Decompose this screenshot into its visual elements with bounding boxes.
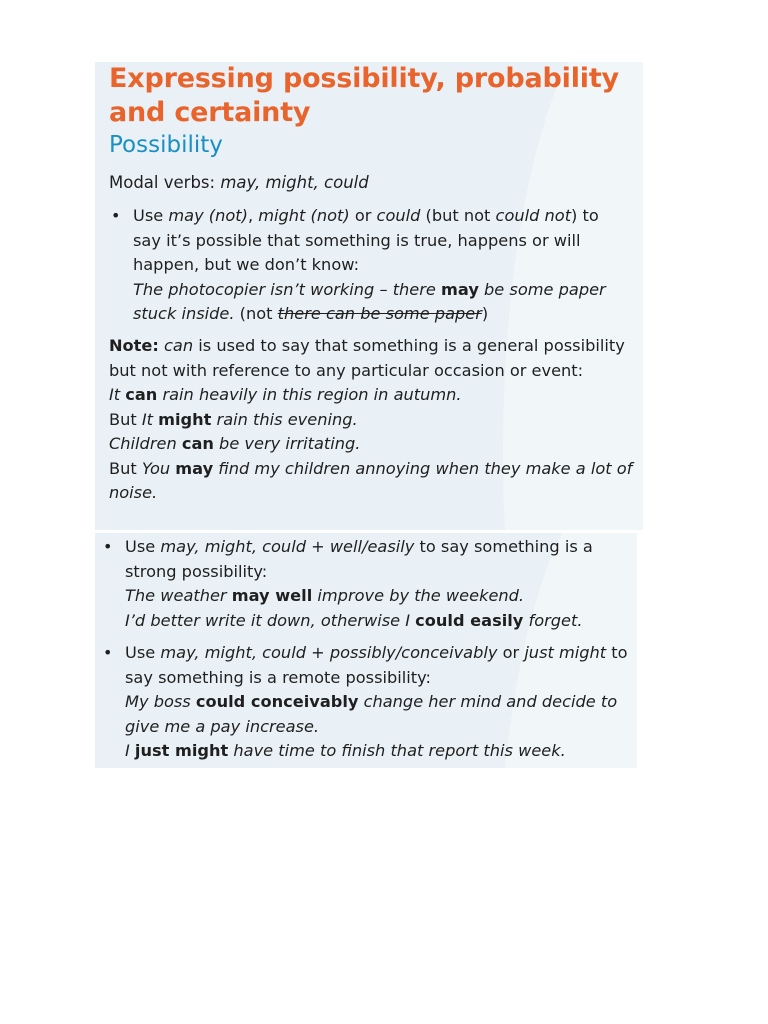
bullet-remote-possibility (103, 641, 628, 764)
struck-text: there can be some paper (277, 304, 482, 323)
text: ) (481, 304, 489, 323)
example-sentence (133, 278, 621, 327)
text: have time to finish that report this week. (228, 741, 566, 760)
text: change her mind and decide to give me a pay increase. (125, 692, 618, 736)
text: may (not) (168, 206, 248, 225)
text: But (109, 458, 142, 478)
text: may (441, 279, 479, 299)
subhead-verbs: may, might, could (220, 173, 369, 192)
text: (not (234, 304, 278, 323)
text: be some paper stuck inside. (133, 279, 606, 323)
text: may, might, could + well/easily (160, 537, 415, 556)
text: The photocopier isn’t working – there (133, 279, 442, 299)
text: to say something is a remote possibility: (125, 643, 628, 687)
text: improve by the weekend. (312, 586, 525, 605)
text: ) to say it’s possible that something is true, happens or will happen, but we don’t know: (133, 206, 599, 274)
text: can (181, 434, 214, 453)
text: is used to say that something is a general possibility but not with reference to any particular occasion or event: (109, 336, 625, 380)
text: rain this evening. (211, 409, 358, 429)
text: or (349, 206, 377, 225)
text: rain heavily in this region in autumn. (157, 385, 462, 404)
bullet-dot: • (111, 206, 121, 225)
section-title: Possibility (109, 132, 223, 158)
example-sentence (125, 609, 628, 634)
grammar-panel-bottom (95, 533, 637, 768)
text: , (247, 206, 259, 225)
text: may (175, 458, 214, 478)
example-sentence (109, 383, 634, 408)
text: can (125, 385, 158, 404)
text: could (376, 206, 421, 225)
text: Children (109, 434, 182, 453)
text: I’d better write it down, otherwise I (125, 610, 416, 630)
text: may well (231, 586, 313, 605)
text: Use (125, 537, 161, 556)
text: can (164, 336, 194, 355)
text: just might (524, 643, 607, 662)
example-sentence (125, 584, 628, 609)
example-sentence (109, 408, 634, 433)
text: could easily (415, 610, 524, 630)
subhead-prefix: Modal verbs: (109, 173, 221, 192)
text: could conceivably (195, 692, 359, 711)
text: be very irritating. (213, 434, 361, 453)
text: (but not (420, 206, 496, 225)
text: It (141, 409, 159, 429)
text: My boss (125, 692, 196, 711)
bullet-possibility-rule (111, 204, 621, 327)
text: to say something is a strong possibility: (125, 537, 593, 581)
example-sentence (125, 690, 628, 739)
example-sentence (109, 457, 634, 506)
example-sentence (109, 432, 634, 457)
grammar-panel-top (95, 62, 643, 530)
text: might (158, 409, 212, 429)
text: Use (125, 643, 161, 662)
note-label: Note: (109, 336, 159, 355)
modal-verbs-heading (109, 172, 369, 194)
page-title: Expressing possibility, probability and certainty (109, 63, 619, 128)
example-sentence (125, 739, 628, 764)
text: You (141, 458, 176, 478)
bullet-strong-possibility (103, 535, 628, 633)
text: may, might, could + possibly/conceivably (160, 643, 498, 662)
text: It (109, 385, 126, 404)
text: I (125, 741, 135, 760)
text: Use (133, 206, 169, 225)
text: just might (134, 741, 229, 760)
bullet-dot: • (103, 537, 113, 556)
text: The weather (125, 586, 232, 605)
bullet-dot: • (103, 643, 113, 662)
text: find my children annoying when they make a lot of noise. (109, 458, 633, 502)
text: forget. (523, 610, 583, 630)
text: could not (495, 206, 572, 225)
note-block (109, 334, 634, 506)
text: might (not) (258, 206, 350, 225)
text: But (109, 409, 142, 429)
text: or (497, 643, 525, 662)
